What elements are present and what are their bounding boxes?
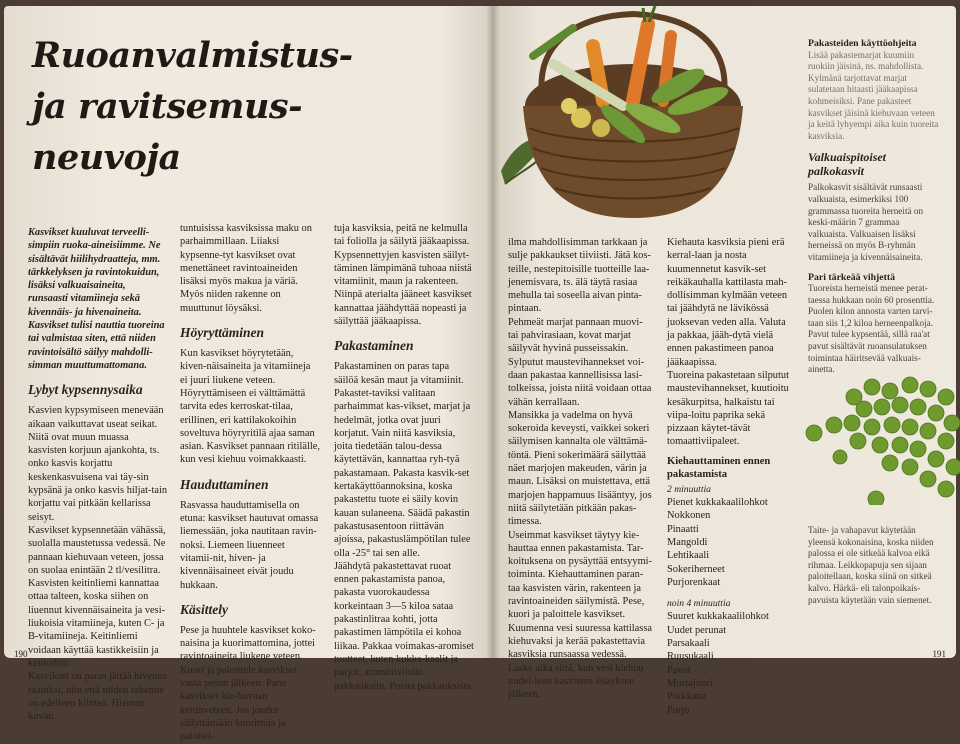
paragraph: Sylputut maustevihannekset voi-daan pakastaa kannellisissa lasi-tolkeissa, joista niitä voidaan ottaa vähän kerrallaan. <box>508 356 652 408</box>
paragraph: Kasvien kypsymiseen menevään aikaan vaikuttavat useat seikat. Niitä ovat muun muassa kasvisten korjuun ajankohta, ts. onko kasvis korjattu keskenkasvuisena vai täy-sin kypsänä ja onko kasvis hiljat-tain korjattu vai pitkään kellarissa seisyt. <box>28 405 168 523</box>
heading-kiehauttaminen: Kiehauttaminen ennen pakastamista <box>667 455 771 480</box>
vegetable-basket-image <box>493 6 763 231</box>
list-item: Lehtikaali <box>667 550 710 562</box>
page-number-right: 191 <box>932 649 946 659</box>
heading-hoyryttaminen: Höyryttäminen <box>180 325 264 341</box>
sidebar-heading-valkuaispitoiset: Valkuaispitoiset palkokasvit <box>808 150 887 179</box>
list-item: Purjorenkaat <box>667 576 721 588</box>
heading-kasittely: Käsittely <box>180 601 228 617</box>
title-line-1: Ruoanvalmistus- <box>32 35 353 76</box>
sidebar-paragraph: Palkokasvit sisältävät runsaasti valkuaista, esimerkiksi 100 grammassa tuoreita herneitä on keski-määrin 7 grammaa valkuaista. Valkuaisen lisäksi herneissä on myös B-ryhmän vitamiineja ja kivennäisaineita. <box>808 182 924 262</box>
heading-pakastaminen: Pakastaminen <box>334 338 414 354</box>
list-item: Purjo <box>667 704 690 716</box>
list-item: Suuret kukkakaalilohkot <box>667 611 769 623</box>
left-column-3 <box>334 222 474 693</box>
sidebar-heading-vihjetta: Pari tärkeää vihjettä <box>808 271 896 283</box>
list-item: Pavut <box>667 664 691 676</box>
list-item: Mustajuuri <box>667 677 713 689</box>
paragraph: ilma mahdollisimman tarkkaan ja sulje pakkaukset tiiviisti. Jätä kos-teille, nestepitoisille tuotteille laa-jenemisvara, ts. älä täytä rasiaa mehulla tai soseella aivan pinta-pintaan. <box>508 237 651 315</box>
paragraph: Kun kasvikset höyrytetään, kiven-näisaineita ja vitamiineja ei juuri liukene veteen. Höyryttämiseen ei välttämättä tarvita edes kerroskat-tilaa, erillinen, eri kattilakokoihin soveltuva höyryritilä ajaa saman asian. Kasvikset pannaan ritilälle, kun vesi kiehuu voimakkaasti. <box>180 348 320 466</box>
sidebar <box>808 38 940 376</box>
paragraph: Pese ja huuhtele kasvikset koko-naisina ja kuorimattomina, jottei ravintoaineita liukene veteen. Kuori ja paloittele kasvikset vasta pesun jälkeen. Pane kasvikset kie-huvaan keitinveteen. Jos joudut säilyttämään kuorittuja ja paloitel- <box>180 624 316 743</box>
paragraph: tuntuisissa kasviksissa maku on parhaimmillaan. Liiaksi kypsenne-tyt kasvikset ovat menettäneet ravintoaineiden lisäksi myös makua ja väriä. Myös niiden rakenne on muuttunut löysäksi. <box>180 223 312 314</box>
peas-image <box>800 375 960 505</box>
paragraph: Useimmat kasvikset täytyy kie-hauttaa ennen pakastamista. Tar-koituksena on pysäyttää entsyymi-toiminta. Kiehauttaminen paran-taa kasvisten värin, rakenteen ja ravintoaineiden säilymistä. Pese, kuori ja paloittele kasvikset. Kuumenna vesi suuressa kattilassa kiehuvaksi ja kerää pakastettavia kasviksia runsaassa vedessä. Laske aika siitä, kun vesi kiehuu uudel-leen kasvisten lisäyksen jälkeen. <box>508 529 652 701</box>
right-column-2 <box>667 236 795 717</box>
paragraph: Rasvassa hauduttamisella on etuna: kasvikset hautuvat omassa liemessään, joka nautitaan ravin-noksi. Liemeen liuenneet vitamii-nit, hiven- ja kivennäisaineet eivät joudu hukkaan. <box>180 499 319 591</box>
list-item: Parsakaali <box>667 638 710 650</box>
paragraph: Pakastaminen on paras tapa säilöä kesän maut ja vitamiinit. Pakastet-taviksi valitaan parhaimmat kas-vikset, marjat ja hedelmät, jotka ovat juuri korjatut. Vain niitä kasviksia, joita tiedetään talou-dessa käytettävän, kannattaa ryh-tyä pakastamaan. Pakasta kasvik-set kertakäyttöannoksina, koska pakastettu tuote ei säily kovin kauan sulaneena. Säädä pakastin pakastusasentoon riittävän ajoissa, pakastuslämpötilan tulee olla -25° tai sen alle. <box>334 361 471 559</box>
paragraph: Mansikka ja vadelma on hyvä sokeroida keveysti, vaikkei sokeri säilymisen kannalta ole välttämä-töntä. Pieni sokerimäärä säilyttää näet marjojen makeuden, värin ja maun. Lisäksi on muistettava, että marjojen happamuus lisääntyy, jos niitä säilytetään pitkään pakas-timessa. <box>508 409 652 528</box>
paragraph: Kiehauta kasviksia pieni erä kerral-laan ja nosta kuumennetut kasvik-set reikäkauhalla kattilasta mah-dollisimman kylmään veteen tai jäähdytä ne lävikössä juoksevan veden alla. Valuta ja pakkaa, jääh-dytä vielä ennen pakastimeen panoa jääkaapissa. <box>667 237 788 368</box>
title-line-3: neuvoja <box>32 137 181 178</box>
paragraph: Kasvikset kypsennetään vähässä, suolalla maustetussa vedessä. Ne pannaan kiehuvaan veteen, jossa on suolaa enintään 2 tl/vesilitra. Kasvisten keitinliemi kannattaa ottaa talteen, koska siihen on liuennut kivennäisaineita ja vesi-liukoisia vitamiineja, kuten C- ja B-vitamiineja. Keitinliemi voidaan käyttää kastikkeisiin ja keittoihin. <box>28 524 166 669</box>
sidebar-paragraph: Lisää pakastemarjat kuumiin ruokiin jäisinä, ns. mahdollista. Kylmänä tarjottavat marjat sulatetaan hitaasti jääkaapissa kohmeisiksi. Pane pakasteet kasvikset jäisinä kiehuvaan veteen ja keitä lyhyempi aika kuin tuoreita kasviksia. <box>808 49 939 141</box>
paragraph: tuja kasviksia, peitä ne kelmulla tai foliolla ja säilytä jääkaapissa. Kypsennettyjen kasvisten säilyt-täminen lämpimänä tuhoaa niistä vitamiinit, maun ja rakenteen. Niinpä aterialta jääneet kasvikset kannattaa jäähdyttää nopeasti ja säilyttää jääkaapissa. <box>334 223 472 328</box>
title-line-2: ja ravitsemus- <box>32 86 303 127</box>
list-item: Pinaatti <box>667 523 699 535</box>
paragraph: Kasvikset on paras jättää hivenen raaoiksi, niin että niiden rakenne on edelleen kiinteä. Hieman kovan <box>28 671 168 723</box>
left-column-2 <box>180 222 320 744</box>
list-item: Uudet perunat <box>667 624 727 636</box>
subheading-4-minuuttia: noin 4 minuuttia <box>667 598 731 610</box>
page-title <box>32 30 353 183</box>
paragraph: Pehmeät marjat pannaan muovi- tai pahvirasiaan, kovat marjat säilyvät hyvinä pusseissakin. <box>508 316 643 355</box>
list-item: Porkkana <box>667 691 707 703</box>
sidebar-heading-pakasteiden: Pakasteiden käyttöohjeita <box>808 38 917 49</box>
list-item: Sokeriherneet <box>667 563 725 575</box>
subheading-2-minuuttia: 2 minuuttia <box>667 483 711 495</box>
right-column-1 <box>508 236 652 701</box>
list-item: Ruusukaali <box>667 651 714 663</box>
sidebar-bottom-text: Taite- ja vahapavut käytetään yleensä kokonaisina, koska niiden palossa ei ole sitkeää kalvoa eikä rihmaa. Leikkopapuja sen sijaan paloitellaan, koska siinä on sitkeä kalvo. Härkä- eli talonpoikais-pavuista käytetään vain siemenet. <box>808 525 934 605</box>
list-item: Mangoldi <box>667 536 708 548</box>
list-item: Nokkonen <box>667 510 711 522</box>
intro-text: Kasvikset kuuluvat terveelli-simpiin ruoka-aineisiimme. Ne sisältävät hiilihydraatteja, mm. tärkkelyksen ja ravintokuidun, lisäksi valkuaisaineita, runsaasti vitamiineja sekä kivennäis- ja hivenaineita. <box>28 227 161 318</box>
sidebar-paragraph: Tuoreista herneistä menee perat-taessa hukkaan noin 60 prosenttia. Puolen kilon annosta varten tarvi-taan siis 1,2 kiloa herneenpalkoja. Pavut tulee kypsentää, sillä raa'at pavut sisältävät ruoansulatuksen toimintaa häiritsevää valkuais-ainetta. <box>808 283 935 375</box>
page-number-left: 190 <box>14 649 28 659</box>
heading-lybyt-kypsennysaika: Lybyt kypsennysaika <box>28 382 143 398</box>
list-4-minuuttia <box>667 610 795 716</box>
paragraph: Tuoreina pakastetaan silputut maustevihannekset, kuutioitu kesäkurpitsa, halkaistu tai viipa-loitu paprika sekä pizzaan käytet-tävät tomaattiviipaleet. <box>667 369 789 448</box>
list-item: Pienet kukkakaalilohkot <box>667 497 768 509</box>
list-2-minuuttia <box>667 496 795 589</box>
intro-text-2: Kasvikset tulisi nauttia tuoreina tai valmistaa siten, että niiden ravintoisältö säilyy mahdolli-simman muuttumattomana. <box>28 320 165 371</box>
heading-hauduttaminen: Hauduttaminen <box>180 476 269 492</box>
left-column-1 <box>28 226 168 723</box>
paragraph: Jäähdytä pakastettavat ruoat ennen pakastamista panoa, pakasta vuorokaudessa korkeintaan 3—5 kiloa sataa pakastinlitraa kohti, jotta pakastimen lämpötila ei kohoa liikaa. Pakkaa voimakas-aromiset tuotteet, kuten kukka-kaalit ja purjot, aromitiiviisiin pakkauksiin. Poista pakkauksista <box>334 560 474 692</box>
